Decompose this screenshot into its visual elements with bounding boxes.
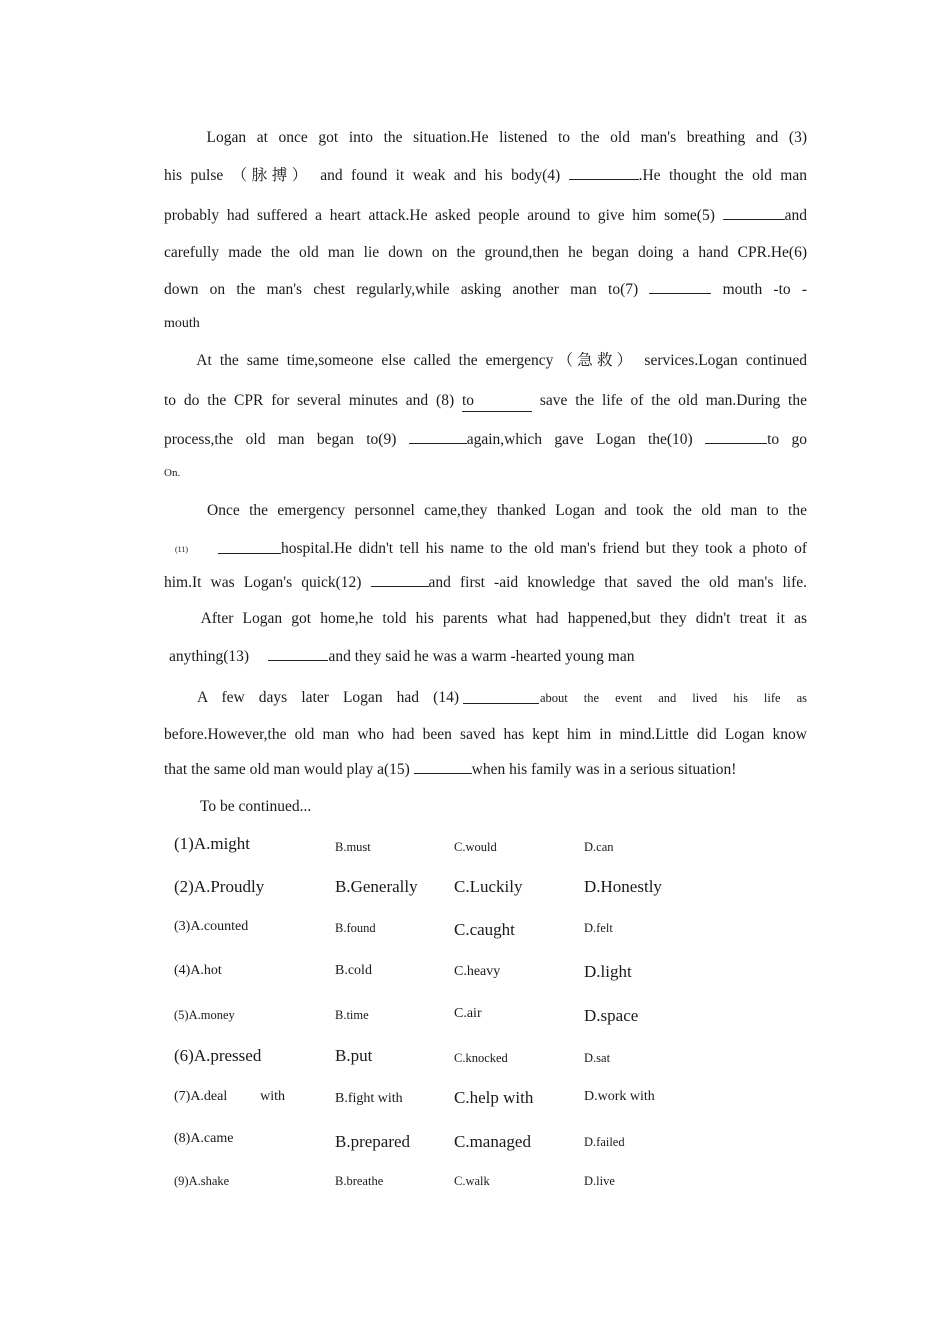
passage-line [164, 391, 807, 412]
passage-line [164, 206, 807, 226]
option-d[interactable]: D.felt [584, 921, 613, 935]
passage-line [164, 573, 807, 593]
option-d[interactable]: D.failed [584, 1135, 625, 1149]
passage-line [164, 314, 807, 334]
answer-blank-11[interactable] [218, 541, 281, 554]
option-a[interactable]: (1)A.might [174, 834, 251, 853]
line-text: save the life of the old man.During the [539, 392, 807, 409]
line-text: A few days later Logan had (14) [197, 689, 459, 706]
line-text: him.It was Logan's quick(12) [164, 574, 362, 591]
line-text: Logan at once got into the situation.He listened to the old man's breathing and (3) [206, 129, 807, 146]
passage-line [164, 725, 807, 745]
option-c[interactable]: C.would [454, 840, 497, 854]
answer-blank-4[interactable] [569, 167, 639, 180]
answer-blank-7[interactable] [649, 281, 711, 294]
option-b[interactable]: B.fight with [335, 1091, 403, 1106]
line-text: again,which gave Logan the(10) [466, 431, 693, 448]
option-b[interactable]: B.Generally [335, 877, 418, 896]
line-text: that the same old man would play a(15) [164, 761, 410, 778]
line-text: and [784, 207, 807, 224]
option-d[interactable]: D.live [584, 1174, 615, 1188]
option-c[interactable]: C.help with [454, 1088, 534, 1107]
answer-blank-10[interactable] [705, 431, 767, 444]
passage-line [207, 501, 807, 521]
line-text: process,the old man began to(9) [164, 431, 397, 448]
option-b[interactable]: B.time [335, 1008, 369, 1022]
passage-line [164, 128, 807, 148]
option-b[interactable]: B.found [335, 921, 376, 935]
line-text: After Logan got home,he told his parents what had happened,but they didn't treat it as [200, 610, 807, 627]
passage-line [164, 463, 807, 483]
line-text: when his family was in a serious situation! [471, 761, 737, 778]
line-text: to do the CPR for several minutes and (8) [164, 392, 455, 409]
passage-line [164, 430, 807, 450]
line-text: Once the emergency personnel came,they thanked Logan and took the old man to the [207, 502, 807, 519]
line-text: down on the man's chest regularly,while asking another man to(7) [164, 281, 639, 298]
option-a[interactable]: (3)A.counted [174, 919, 249, 934]
line-text: .He thought the old man [638, 167, 807, 184]
option-d[interactable]: D.can [584, 840, 614, 854]
answer-blank-9[interactable] [409, 431, 467, 444]
option-c[interactable]: C.managed [454, 1132, 531, 1151]
option-b[interactable]: B.cold [335, 963, 372, 978]
option-a[interactable]: (9)A.shake [174, 1174, 230, 1188]
line-text: mouth [164, 316, 200, 331]
option-d[interactable]: D.space [584, 1006, 639, 1025]
question-number: (11) [175, 545, 189, 554]
answer-blank-5[interactable] [723, 207, 785, 220]
option-c[interactable]: C.Luckily [454, 877, 523, 896]
option-c[interactable]: C.air [454, 1006, 482, 1021]
option-a[interactable]: (4)A.hot [174, 963, 222, 978]
option-c[interactable]: C.knocked [454, 1051, 508, 1065]
line-text: and first -aid knowledge that saved the old man's life. [428, 574, 807, 591]
option-c[interactable]: C.caught [454, 920, 515, 939]
answer-blank-15[interactable] [414, 761, 472, 774]
option-a[interactable]: (2)A.Proudly [174, 877, 265, 896]
passage-line [164, 166, 807, 186]
line-text: probably had suffered a heart attack.He asked people around to give him some(5) [164, 207, 715, 224]
answer-blank-13[interactable] [268, 648, 328, 661]
option-a[interactable]: (8)A.came [174, 1131, 234, 1146]
line-text: about the event and lived his life as [540, 691, 807, 705]
line-text: carefully made the old man lie down on the ground,then he began doing a hand CPR.He(6) [164, 244, 807, 261]
option-b[interactable]: B.breathe [335, 1174, 384, 1188]
option-c[interactable]: C.heavy [454, 964, 501, 979]
line-text: and they said he was a warm -hearted young man [328, 648, 635, 665]
option-a[interactable]: (6)A.pressed [174, 1046, 262, 1065]
passage-line [164, 280, 807, 300]
option-d[interactable]: D.Honestly [584, 877, 662, 896]
option-c[interactable]: C.walk [454, 1174, 490, 1188]
line-text: To be continued... [200, 798, 312, 815]
option-d[interactable]: D.sat [584, 1051, 611, 1065]
line-text: before.However,the old man who had been saved has kept him in mind.Little did Logan know [164, 726, 807, 743]
option-a[interactable]: (7)A.deal with [174, 1089, 285, 1104]
line-text: to go [767, 431, 808, 448]
line-text: his pulse （脉搏） and found it weak and his body(4) [164, 167, 561, 184]
passage-line [169, 647, 812, 667]
line-text: anything(13) [169, 648, 250, 665]
passage-line [164, 243, 807, 263]
option-d[interactable]: D.light [584, 962, 632, 981]
blank-filled-text: to [461, 392, 475, 409]
answer-blank-14[interactable] [463, 691, 539, 704]
passage-line [164, 760, 807, 780]
line-text: mouth -to - [722, 281, 808, 298]
passage-line [164, 351, 807, 371]
line-text: On. [164, 467, 181, 479]
line-text: hospital.He didn't tell his name to the old man's friend but they took a photo of [281, 540, 807, 557]
answer-blank-8[interactable] [462, 391, 532, 412]
option-b[interactable]: B.put [335, 1046, 373, 1065]
passage-line [164, 609, 807, 629]
option-a[interactable]: (5)A.money [174, 1008, 235, 1022]
answer-blank-12[interactable] [371, 574, 429, 587]
option-d[interactable]: D.work with [584, 1089, 655, 1104]
continued-note [200, 797, 843, 817]
line-text: At the same time,someone else called the emergency（急救） services.Logan continued [196, 352, 807, 369]
option-b[interactable]: B.must [335, 840, 371, 854]
option-b[interactable]: B.prepared [335, 1132, 411, 1151]
